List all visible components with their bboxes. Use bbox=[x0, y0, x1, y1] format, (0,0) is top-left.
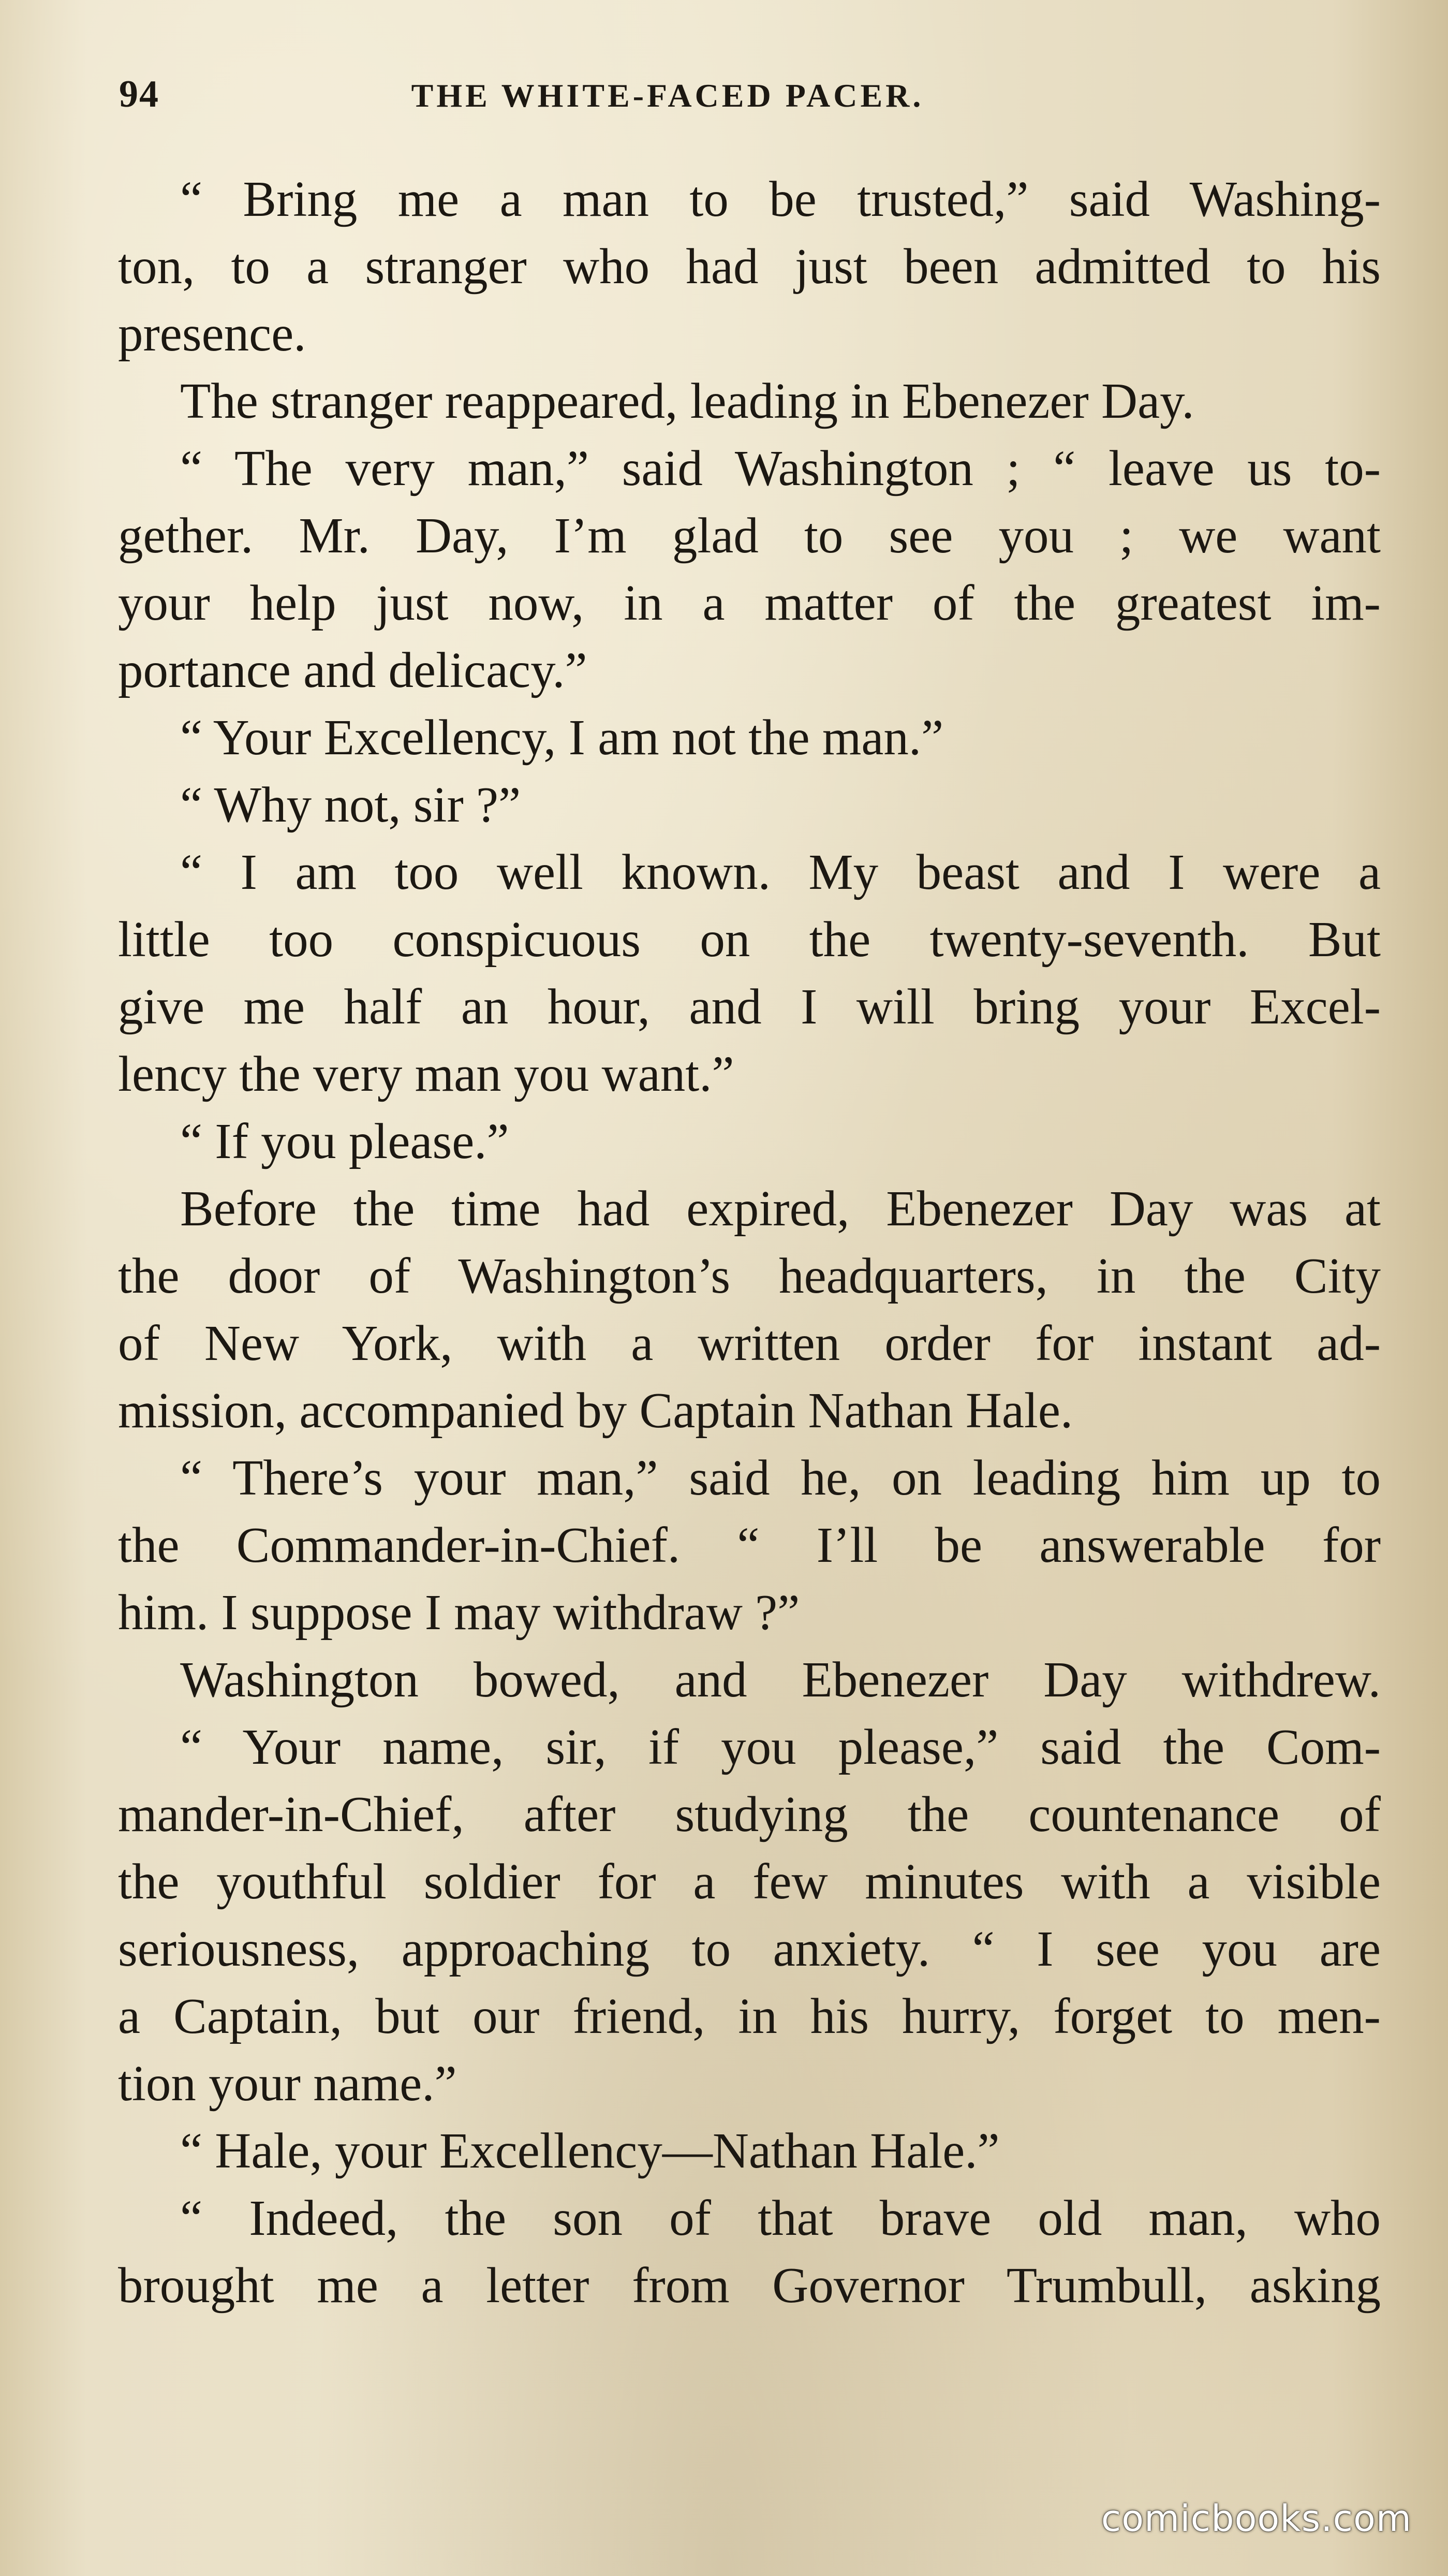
text-line: ton, to a stranger who had just been admitted to his bbox=[118, 239, 1381, 294]
text-line: The stranger reappeared, leading in Ebenezer Day. bbox=[180, 373, 1194, 429]
text-line: mander-in-Chief, after studying the countenance of bbox=[118, 1787, 1381, 1842]
text-line: of New York, with a written order for instant ad- bbox=[118, 1315, 1381, 1371]
page-number: 94 bbox=[119, 73, 159, 115]
text-line: him. I suppose I may withdraw ?” bbox=[118, 1585, 800, 1640]
text-line: the Commander-in-Chief. “ I’ll be answerable for bbox=[118, 1517, 1381, 1573]
text-line: a Captain, but our friend, in his hurry, forget to men- bbox=[118, 1988, 1381, 2044]
text-line: the youthful soldier for a few minutes with a visible bbox=[118, 1854, 1381, 1909]
running-head bbox=[119, 72, 1382, 129]
running-title: THE WHITE-FACED PACER. bbox=[411, 77, 924, 114]
body-text bbox=[118, 166, 1381, 2319]
text-line: “ If you please.” bbox=[180, 1114, 509, 1169]
text-line: the door of Washington’s headquarters, in the City bbox=[118, 1248, 1381, 1304]
text-line: tion your name.” bbox=[118, 2056, 457, 2111]
text-line: gether. Mr. Day, I’m glad to see you ; we want bbox=[118, 508, 1381, 563]
text-line: “ Indeed, the son of that brave old man, who bbox=[180, 2190, 1381, 2246]
text-line: “ Your Excellency, I am not the man.” bbox=[180, 710, 944, 765]
text-line: little too conspicuous on the twenty-seventh. But bbox=[118, 912, 1381, 967]
text-line: “ The very man,” said Washington ; “ leave us to- bbox=[180, 441, 1381, 496]
text-line: “ Bring me a man to be trusted,” said Washing- bbox=[180, 171, 1381, 227]
text-line: presence. bbox=[118, 306, 306, 361]
text-line: brought me a letter from Governor Trumbull, asking bbox=[118, 2258, 1381, 2313]
text-line: your help just now, in a matter of the greatest im- bbox=[118, 575, 1381, 631]
text-line: “ Hale, your Excellency—Nathan Hale.” bbox=[180, 2123, 1000, 2178]
text-line: lency the very man you want.” bbox=[118, 1046, 734, 1102]
text-line: “ Your name, sir, if you please,” said the Com- bbox=[180, 1719, 1381, 1775]
text-line: mission, accompanied by Captain Nathan Hale. bbox=[118, 1383, 1073, 1438]
text-line: seriousness, approaching to anxiety. “ I see you are bbox=[118, 1921, 1381, 1977]
text-line: “ Why not, sir ?” bbox=[180, 777, 521, 832]
text-line: “ I am too well known. My beast and I were a bbox=[180, 844, 1381, 900]
text-line: Before the time had expired, Ebenezer Day was at bbox=[180, 1181, 1381, 1236]
text-line: “ There’s your man,” said he, on leading him up to bbox=[180, 1450, 1381, 1505]
text-line: give me half an hour, and I will bring your Excel- bbox=[118, 979, 1381, 1034]
watermark: comicbooks.com bbox=[1101, 2497, 1412, 2540]
text-line: Washington bowed, and Ebenezer Day withdrew. bbox=[180, 1652, 1381, 1707]
text-line: portance and delicacy.” bbox=[118, 642, 587, 698]
